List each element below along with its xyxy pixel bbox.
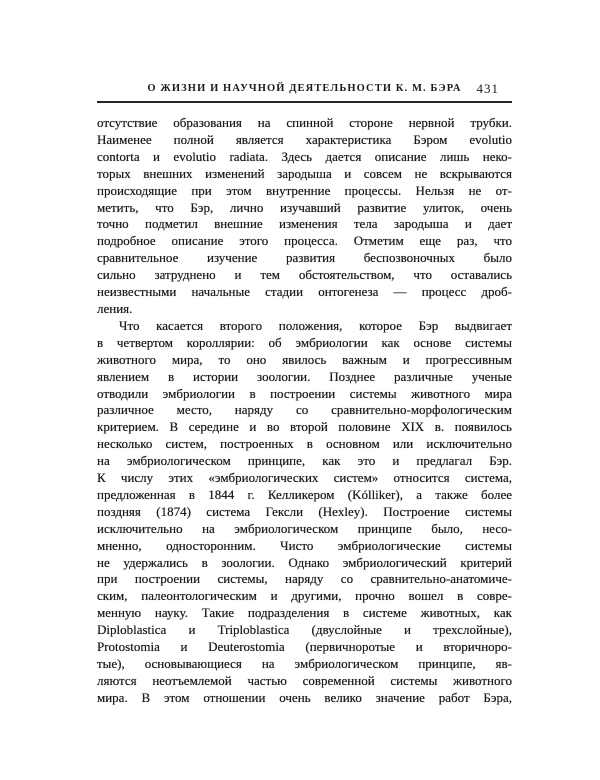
text-line: торых внешних изменений зародыша и совсем не вскрываются	[97, 165, 512, 181]
page-content	[97, 83, 512, 707]
text-line: подробное описание этого процесса. Отметим еще раз, что	[97, 233, 512, 249]
text-line: отсутствие образования на спинной стороне нервной трубки.	[97, 115, 512, 130]
text-line: менную науку. Такие подразделения в системе животных, как	[97, 605, 512, 621]
text-line: ским, палеонтологическим и другими, прочно вошел в совре-	[97, 588, 512, 604]
text-line: Protostomia и Deuterostomia (первичноротые и вторичноро-	[97, 639, 512, 655]
text-line: Diploblastica и Triploblastica (двуслойные и трехслойные),	[97, 622, 512, 638]
text-line: неизвестными начальные стадии онтогенеза — процесс дроб-	[97, 284, 512, 300]
text-line: в четвертом короллярии: об эмбриологии как основе системы	[97, 334, 512, 350]
text-line: contorta и evolutio radiata. Здесь дается описание лишь неко-	[97, 148, 512, 164]
text-line: исключительно на эмбриологическом принципе было, несо-	[97, 520, 512, 536]
text-line: поздняя (1874) система Гексли (Hexley). Построение системы	[97, 503, 512, 519]
text-line: предложенная в 1844 г. Келликером (Kólliker), а также более	[97, 486, 512, 502]
text-line: мненно, односторонним. Чисто эмбриологические системы	[97, 537, 512, 553]
text-line: тые), основывающиеся на эмбриологическом принципе, яв-	[97, 656, 512, 671]
running-title: О ЖИЗНИ И НАУЧНОЙ ДЕЯТЕЛЬНОСТИ К. М. БЭРА	[147, 83, 462, 94]
page-number: 431	[476, 81, 499, 96]
text-line: несколько систем, построенных в основном или исключительно	[97, 436, 512, 452]
text-line: метить, что Бэр, лично изучавший развитие улиток, очень	[97, 199, 512, 215]
text-line: происходящие при этом внутренние процессы. Нельзя не от-	[97, 182, 512, 198]
text-line: Что касается второго положения, которое Бэр выдвигает	[119, 317, 512, 333]
text-line: при построении системы, наряду со сравнительно-анатомиче-	[97, 571, 512, 587]
text-line: К числу этих «эмбриологических систем» относится система,	[97, 470, 512, 486]
text-line: Наименее полной является характеристика Бэром evolutio	[97, 131, 512, 147]
text-line: ляются неотъемлемой частью современной системы животного	[97, 672, 512, 688]
text-line: точно подметил внешние изменения тела зародыша и дает	[97, 216, 512, 232]
text-line: различное место, наряду со сравнительно-морфологическим	[97, 402, 512, 418]
text-line: сильно затруднено и тем обстоятельством, что оставались	[97, 267, 512, 283]
text-block	[97, 115, 512, 707]
text-line: критерием. В середине и во второй половине XIX в. появилось	[97, 419, 512, 435]
text-line: отводили эмбриологии в построении системы животного мира	[97, 385, 512, 401]
running-header	[97, 83, 512, 99]
text-line: мира. В этом отношении очень велико значение работ Бэра,	[97, 689, 512, 705]
text-line: на эмбриологическом принципе, как это и предлагал Бэр.	[97, 453, 512, 469]
text-line: животного мира, то оно явилось важным и прогрессивным	[97, 351, 512, 367]
text-line: ления.	[97, 300, 133, 316]
text-line: не удержались в зоологии. Однако эмбриологический критерий	[97, 554, 512, 570]
header-rule	[97, 101, 512, 103]
text-line: сравнительное изучение развития беспозвоночных было	[97, 250, 512, 266]
text-line: явлением в истории зоологии. Позднее различные ученые	[97, 368, 512, 384]
